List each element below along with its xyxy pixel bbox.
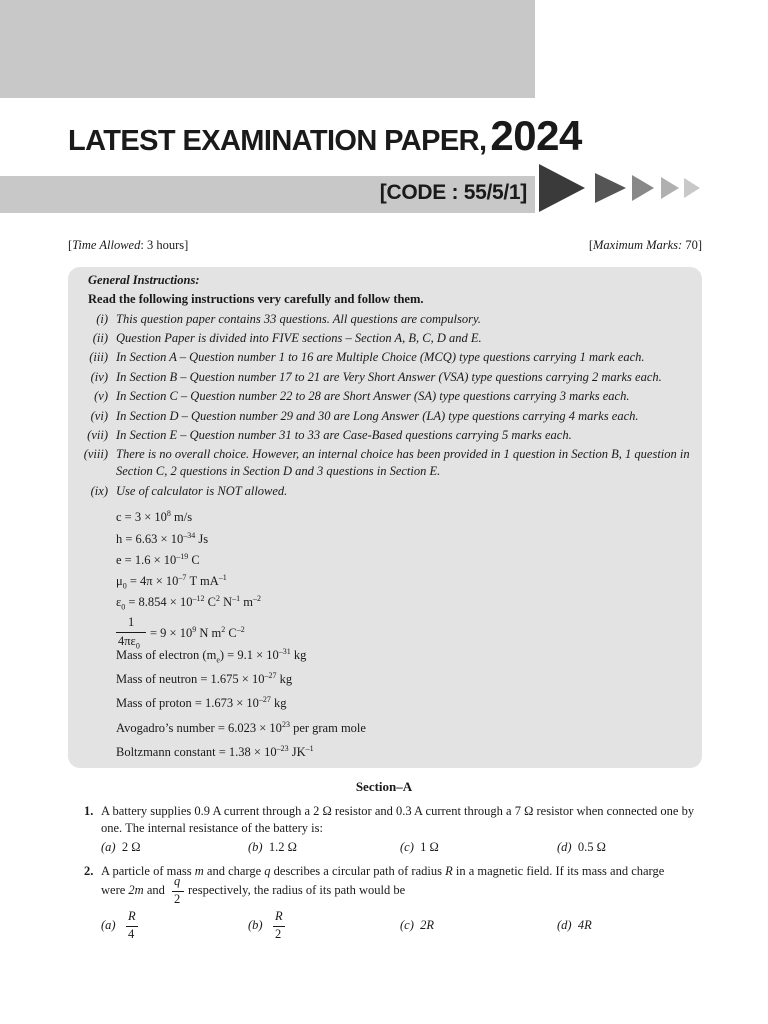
question-number: 2. bbox=[84, 864, 94, 878]
general-instructions-box: General Instructions: Read the following instructions very carefully and follow them. (i) This question paper contains 33 questions. All questions are compulsory. (ii) Question Paper is divided into FIVE sections – Section A, B, C, D and E. (iii) In Section A – Question number 1 to 16 are Multiple Choice (MCQ) type questions carrying 1 mark each. (iv) In Section B – Question number 17 to 21 are Very Short Answer (VSA) type questions carrying 2 marks each. (v) In Section C – Question number 22 to 28 are Short Answer (SA) type questions carrying 3 marks each. (vi) In Section D – Question number 29 and 30 are Long Answer (LA) type questions carrying 4 marks each. (vii) In Section E – Question number 31 to 33 are Case-Based questions carrying 5 marks each. (viii) There is no overall choice. However, an internal choice has been provided in 1 question in Section B, 1 question in Section C, 2 questions in Section D and 3 questions in Section E. (ix) Use of calculator is NOT allowed. $c = 3 \times 10^8$ m/s $h = 6.63 \times 10^{-34}$ Js $e = 1.6 \times 10^{-19}$ C $\mu_0 = 4\pi \times 10^{-7}$ T $mA^{-1}$ $\varepsilon_0 = 8.854 \times 10^{-12}$ $C^2$ $N^{-1}$ $m^{-2}$ 1 $4\pi\varepsilon_0$ = $9 \times 10^9$ N $m^2$ $C^{-2}$ Mass of electron $(m_e) = 9.1 \times 10^{-31}$ kg Mass of neutron = $1.675 \times 10^{-27}$ kg Mass of proton = $1.673 \times 10^{-27}$ kg Avogadro’s number = $6.023 \times 10^{23}$ per gram mole Boltzmann constant = $1.38 \times 10^{-23}$ $JK^{-1}$ bbox=[68, 267, 702, 768]
arrow-2-icon bbox=[595, 173, 626, 203]
title-year: 2024 bbox=[490, 112, 582, 159]
constant-proton-mass: Mass of proton = $1.673 \times 10^{-27}$ kg bbox=[116, 695, 287, 711]
section-a-title: Section–A bbox=[355, 779, 413, 794]
q2-option-c: (c) 2R bbox=[400, 918, 435, 932]
question-text-line-1: A particle of mass m and charge q describes a circular path of radius R in a magnetic field. If its mass and charge bbox=[101, 864, 665, 878]
constant-electron-mass: Mass of electron $(m_e) = 9.1 \times 10^{-31}$ kg bbox=[116, 647, 307, 665]
constant-boltzmann: Boltzmann constant = $1.38 \times 10^{-23}$ $JK^{-1}$ bbox=[116, 744, 314, 760]
arrow-4-icon bbox=[661, 177, 679, 199]
header-top-band bbox=[0, 0, 535, 98]
arrow-3-icon bbox=[632, 175, 654, 201]
question-number: 1. bbox=[84, 804, 94, 818]
constant-avogadro: Avogadro’s number = $6.023 \times 10^{23}$ per gram mole bbox=[116, 720, 366, 736]
question-text: A battery supplies 0.9 A current through a 2 Ω resistor and 0.3 A current through a 7 Ω resistor when connected one by one. The internal resistance of the battery is: bbox=[101, 804, 695, 835]
q1-option-a: (a) 2 Ω bbox=[101, 840, 141, 854]
constant-neutron-mass: Mass of neutron = $1.675 \times 10^{-27}$ kg bbox=[116, 671, 293, 687]
q2-option-a: (a) bbox=[101, 918, 116, 932]
time-allowed: [Time Allowed: 3 hours] bbox=[68, 238, 189, 252]
constant-electron-charge: $e = 1.6 \times 10^{-19}$ C bbox=[116, 552, 200, 568]
arrow-decoration-icon bbox=[539, 164, 704, 212]
constant-epsilon0: $\varepsilon_0 = 8.854 \times 10^{-12}$ $C^2$ $N^{-1}$ $m^{-2}$ bbox=[116, 594, 261, 612]
instructions-read-line: Read the following instructions very carefully and follow them. bbox=[88, 292, 424, 306]
arrow-1-icon bbox=[539, 164, 585, 212]
arrow-5-icon bbox=[684, 178, 700, 198]
q2-option-d: (d) 4R bbox=[557, 918, 592, 932]
constant-planck: $h = 6.63 \times 10^{-34}$ Js bbox=[116, 531, 209, 547]
question-2-line-2-tail: respectively, the radius of its path would be bbox=[188, 883, 406, 897]
constant-mu0: $\mu_0 = 4\pi \times 10^{-7}$ T $mA^{-1}$ bbox=[116, 573, 227, 591]
q1-option-c: (c) 1 Ω bbox=[400, 840, 439, 854]
constant-speed-of-light: $c = 3 \times 10^8$ m/s bbox=[116, 509, 193, 525]
q2-option-b: (b) bbox=[248, 918, 263, 932]
q1-option-d: (d) 0.5 Ω bbox=[557, 840, 606, 854]
instructions-heading: General Instructions: bbox=[88, 273, 200, 287]
page-title bbox=[68, 112, 582, 160]
code-band bbox=[0, 176, 535, 213]
paper-code: [CODE : 55/5/1] bbox=[379, 181, 527, 204]
maximum-marks: [Maximum Marks: 70] bbox=[588, 238, 702, 252]
q1-option-b: (b) 1.2 Ω bbox=[248, 840, 297, 854]
title-main: LATEST EXAMINATION PAPER, bbox=[68, 125, 487, 157]
